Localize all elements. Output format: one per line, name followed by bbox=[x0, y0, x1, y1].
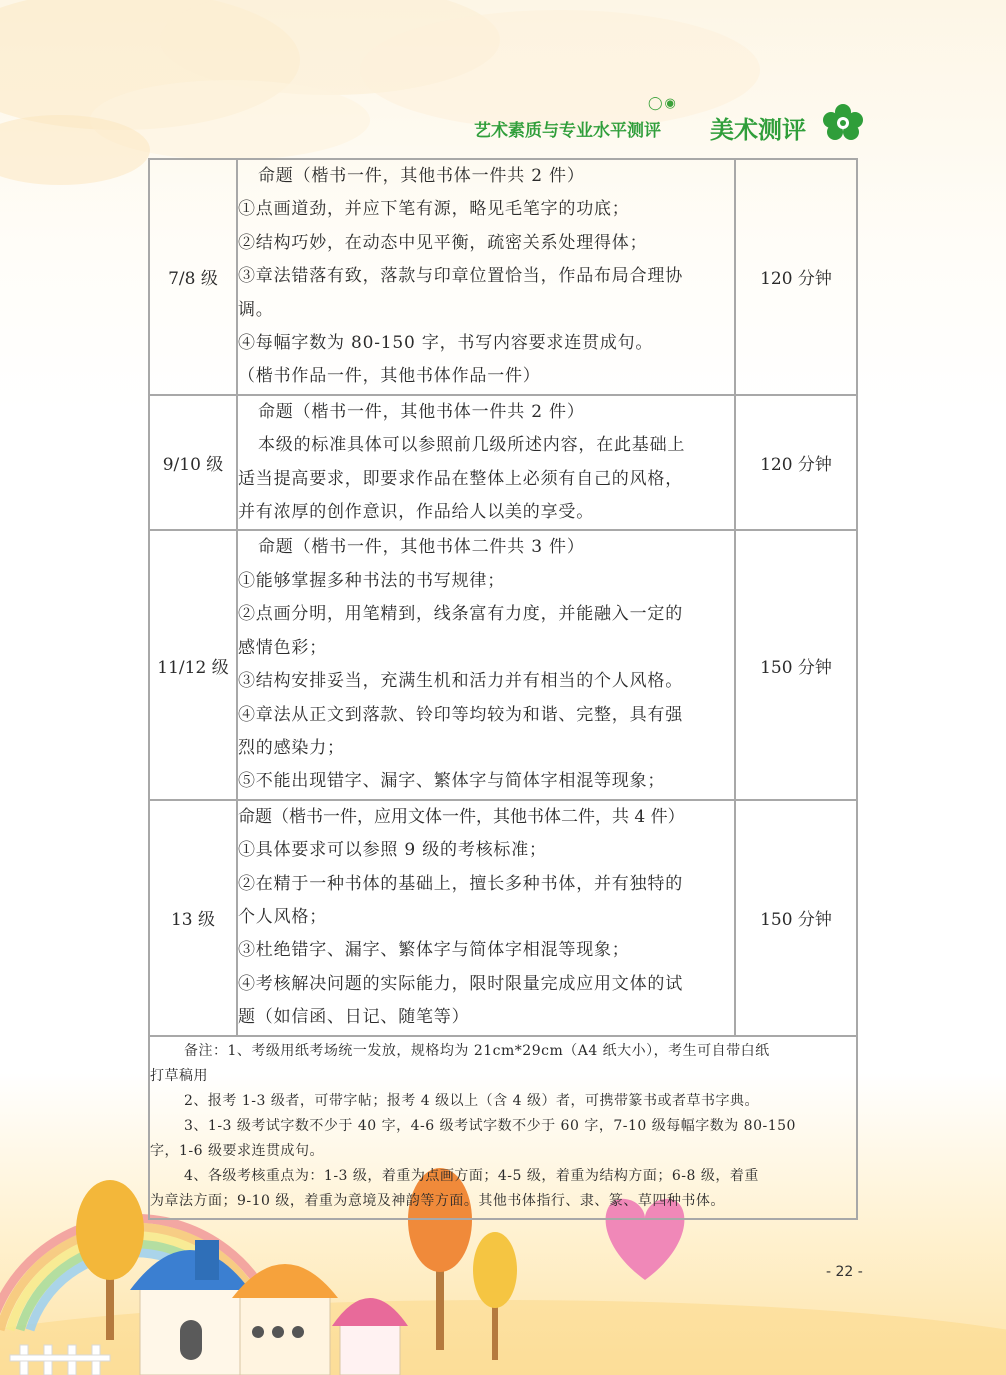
requirement-line: 命题（楷书一件，其他书体二件共 3 件） bbox=[258, 537, 585, 558]
requirement-line: ②在精于一种书体的基础上，擅长多种书体，并有独特的 bbox=[238, 873, 683, 894]
requirement-line: 本级的标准具体可以参照前几级所述内容，在此基础上 bbox=[258, 435, 686, 456]
requirement-line: ①点画道劲，并应下笔有源，略见毛笔字的功底； bbox=[238, 199, 630, 220]
duration-cell: 150 分钟 bbox=[735, 530, 857, 799]
requirements-cell bbox=[237, 159, 735, 395]
flower-logo-icon bbox=[822, 104, 864, 142]
requirement-line: ③章法错落有致，落款与印章位置恰当，作品布局合理协 bbox=[238, 266, 683, 287]
requirement-line: ②点画分明，用笔精到，线条富有力度，并能融入一定的 bbox=[238, 604, 683, 625]
requirement-line: 命题（楷书一件，其他书体一件共 2 件） bbox=[258, 166, 585, 186]
requirement-line: 题（如信函、日记、随笔等） bbox=[238, 1007, 470, 1028]
exam-requirements-table bbox=[148, 158, 858, 1220]
page-number: - 22 - bbox=[826, 1264, 863, 1280]
note-line: 为章法方面；9-10 级，着重为意境及神韵等方面。其他书体指行、隶、篆、草四种书体。 bbox=[150, 1192, 725, 1209]
table-row bbox=[149, 530, 857, 799]
level-cell: 7/8 级 bbox=[149, 159, 237, 395]
level-cell: 13 级 bbox=[149, 800, 237, 1036]
requirements-cell bbox=[237, 395, 735, 531]
level-cell: 11/12 级 bbox=[149, 530, 237, 799]
requirement-line: 命题（楷书一件，应用文体一件，其他书体二件，共 4 件） bbox=[238, 806, 685, 827]
requirement-line: （楷书作品一件，其他书体作品一件） bbox=[238, 366, 541, 387]
note-line: 字，1-6 级要求连贯成句。 bbox=[150, 1142, 324, 1159]
requirement-line: 烈的感染力； bbox=[238, 737, 345, 758]
circle-decoration-icon: ◯◉ bbox=[648, 96, 678, 111]
note-line: 4、各级考核重点为：1-3 级，着重为点画方面；4-5 级，着重为结构方面；6-8 级，着重 bbox=[184, 1167, 759, 1184]
duration-cell: 120 分钟 bbox=[735, 159, 857, 395]
requirement-line: ①具体要求可以参照 9 级的考核标准； bbox=[238, 840, 547, 861]
note-line: 2、报考 1-3 级者，可带字帖；报考 4 级以上（含 4 级）者，可携带篆书或者草书字典。 bbox=[184, 1092, 759, 1109]
requirement-line: 感情色彩； bbox=[238, 637, 327, 658]
requirement-line: 命题（楷书一件，其他书体一件共 2 件） bbox=[258, 401, 585, 422]
duration-cell: 120 分钟 bbox=[735, 395, 857, 531]
note-line: 备注：1、考级用纸考场统一发放，规格均为 21cm*29cm（A4 纸大小），考生可自带白纸 bbox=[184, 1042, 770, 1059]
requirement-line: 适当提高要求，即要求作品在整体上必须有自己的风格， bbox=[238, 468, 683, 489]
requirement-line: ①能够掌握多种书法的书写规律； bbox=[238, 570, 505, 591]
requirements-cell bbox=[237, 530, 735, 799]
level-cell: 9/10 级 bbox=[149, 395, 237, 531]
requirement-line: ④章法从正文到落款、铃印等均较为和谐、完整，具有强 bbox=[238, 704, 683, 725]
requirement-line: ②结构巧妙，在动态中见平衡，疏密关系处理得体； bbox=[238, 232, 648, 253]
requirement-line: ④考核解决问题的实际能力，限时限量完成应用文体的试 bbox=[238, 973, 683, 994]
table-row bbox=[149, 395, 857, 531]
requirement-line: ③结构安排妥当，充满生机和活力并有相当的个人风格。 bbox=[238, 671, 683, 692]
requirement-line: ⑤不能出现错字、漏字、繁体字与简体字相混等现象； bbox=[238, 771, 666, 792]
note-line: 打草稿用 bbox=[150, 1067, 208, 1084]
table-row bbox=[149, 800, 857, 1036]
duration-cell: 150 分钟 bbox=[735, 800, 857, 1036]
notes-row bbox=[149, 1036, 857, 1219]
requirement-line: 个人风格； bbox=[238, 906, 327, 927]
notes-cell bbox=[149, 1036, 857, 1219]
note-line: 3、1-3 级考试字数不少于 40 字，4-6 级考试字数不少于 60 字，7-10 级每幅字数为 80-150 bbox=[184, 1117, 796, 1134]
requirements-cell bbox=[237, 800, 735, 1036]
requirement-line: ③杜绝错字、漏字、繁体字与简体字相混等现象； bbox=[238, 940, 630, 961]
requirement-line: ④每幅字数为 80-150 字，书写内容要求连贯成句。 bbox=[238, 333, 654, 354]
header-subtitle: 艺术素质与专业水平测评 bbox=[474, 121, 661, 141]
header-brand: 美术测评 bbox=[710, 116, 806, 144]
page-header bbox=[470, 92, 870, 144]
requirement-line: 并有浓厚的创作意识，作品给人以美的享受。 bbox=[238, 502, 594, 523]
requirement-line: 调。 bbox=[238, 299, 274, 320]
table-row bbox=[149, 159, 857, 395]
